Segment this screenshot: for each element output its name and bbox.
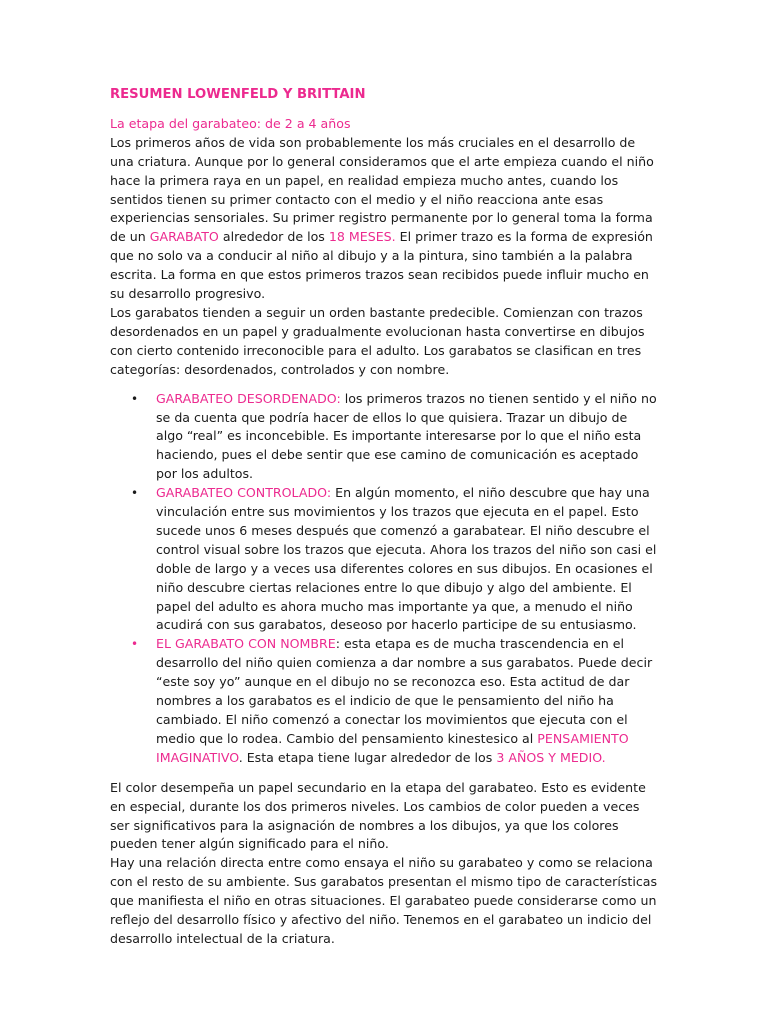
- intro-text-a: Los primeros años de vida son probablemente los más cruciales en el desarrollo de una criatura. Aunque por lo general consideramos que el arte empieza cuando el niño hace la primera raya en un papel, en realidad empieza mucho antes, cuando los sentidos tienen su primer contacto con el medio y el niño reacciona ante esas experiencias sensoriales. Su primer registro permanente por lo general toma la forma de un: [110, 134, 654, 245]
- section-subtitle: La etapa del garabateo: de 2 a 4 años: [110, 115, 351, 131]
- document-page: [110, 86, 658, 949]
- stage-text-a: : esta etapa es de mucha trascendencia en el desarrollo del niño quien comienza a dar nombre a sus garabatos. Puede decir “este soy yo” aunque en el dibujo no se reconozca eso. Esta actitud de dar nombres a los garabatos es el indicio de que le pensamiento del niño ha cambiado. El niño comenzó a conectar los movimientos que ejecuta con el medio que lo rodea. Cambio del pensamiento kinestesico al: [156, 636, 653, 746]
- closing-paragraph-1: El color desempeña un papel secundario en la etapa del garabateo. Esto es evidente en especial, durante los dos primeros niveles. Los cambios de color pueden a veces ser significativos para la asignación de nombres a los dibujos, ya que los colores pueden tener algún significado para el niño.: [110, 779, 646, 852]
- stage-text-b: . Esta etapa tiene lugar alrededor de los: [238, 749, 497, 765]
- list-item-garabato-con-nombre: [110, 635, 658, 767]
- highlight-3-anos: 3 AÑOS Y MEDIO.: [496, 749, 606, 765]
- bullet-icon: •: [131, 637, 139, 652]
- intro-text-c: El primer trazo es la forma de expresión que no solo va a conducir al niño al dibujo y a la pintura, sino también a la palabra escrita. La forma en que estos primeros trazos sean recibidos puede influir mucho en su desarrollo progresivo.: [110, 229, 653, 302]
- list-item-garabateo-controlado: [110, 484, 658, 635]
- intro-paragraph-2: Los garabatos tienden a seguir un orden bastante predecible. Comienzan con trazos desordenados en un papel y gradualmente evolucionan hasta convertirse en dibujos con cierto contenido irreconocible para el adulto. Los garabatos se clasifican en tres categorías: desordenados, controlados y con nombre.: [110, 304, 645, 377]
- stage-label: GARABATEO DESORDENADO:: [156, 390, 341, 406]
- spacer: [110, 768, 658, 779]
- bullet-icon: •: [131, 486, 139, 501]
- closing-paragraph-2: Hay una relación directa entre como ensaya el niño su garabateo y como se relaciona con el resto de su ambiente. Sus garabatos presentan el mismo tipo de características que manifiesta el niño en otras situaciones. El garabateo puede considerarse como un reflejo del desarrollo físico y afectivo del niño. Tenemos en el garabateo un indicio del desarrollo intelectual de la criatura.: [110, 855, 658, 946]
- intro-paragraph-1: [110, 134, 658, 304]
- stages-list: [110, 390, 658, 768]
- stage-label: EL GARABATO CON NOMBRE: [156, 636, 336, 652]
- bullet-icon: •: [131, 391, 139, 406]
- stage-label: GARABATEO CONTROLADO:: [156, 485, 332, 501]
- highlight-pensamiento-imaginativo: PENSAMIENTO IMAGINATIVO: [156, 730, 629, 765]
- document-title: RESUMEN LOWENFELD Y BRITTAIN: [110, 87, 366, 102]
- highlight-18-meses: 18 MESES.: [328, 229, 396, 245]
- intro-text-b: alrededor de los: [218, 229, 329, 245]
- stage-text: los primeros trazos no tienen sentido y el niño no se da cuenta que podría hacer de ellos lo que quisiera. Trazar un dibujo de algo “real” es inconcebible. Es importante interesarse por lo que el niño esta haciendo, pues el debe sentir que ese camino de comunicación es aceptado por los adultos.: [156, 390, 657, 482]
- stage-text: En algún momento, el niño descubre que hay una vinculación entre sus movimientos y los trazos que ejecuta en el papel. Esto sucede unos 6 meses después que comenzó a garabatear. El niño descubre el control visual sobre los trazos que ejecuta. Ahora los trazos del niño son casi el doble de largo y a veces usa diferentes colores en sus dibujos. En ocasiones el niño descubre ciertas relaciones entre lo que dibujo y algo del ambiente. El papel del adulto es ahora mucho mas importante ya que, a menudo el niño acudirá con sus garabatos, deseoso por hacerlo participe de su entusiasmo.: [156, 485, 657, 633]
- list-item-garabateo-desordenado: [110, 390, 658, 485]
- highlight-garabato: GARABATO: [149, 229, 219, 245]
